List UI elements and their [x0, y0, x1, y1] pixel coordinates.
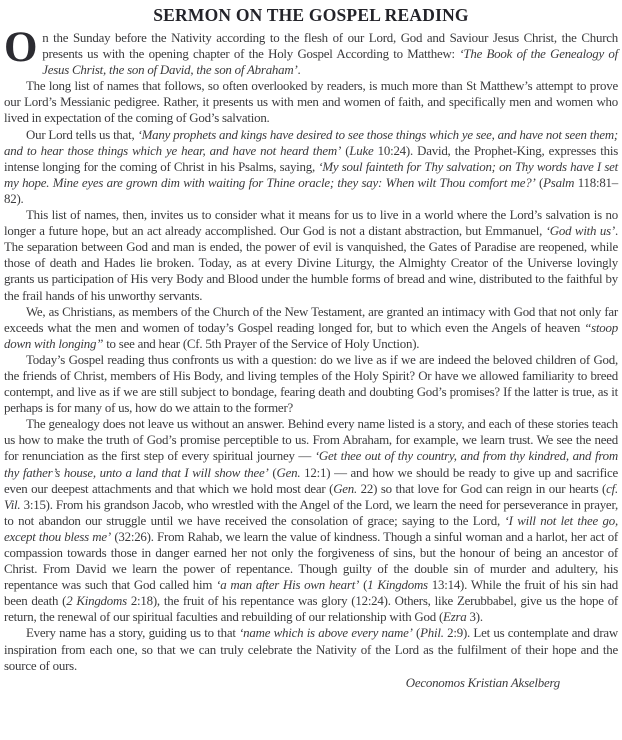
text-run: ‘My soul fainteth for Thy salvation; on Thy words have I set my hope. Mine eyes are grown dim with waiting for Thine oracle; they say: When wilt Thou comfort me?’	[4, 159, 618, 190]
paragraphs	[4, 24, 619, 674]
paragraph	[4, 352, 618, 416]
text-run: 2:18), the fruit of his repentance was glory (12:24). Others, like Zerubbabel, give us the hope of return, the renewal of our spiritual faculties and rebuilding of our relationship with God (	[4, 594, 618, 625]
text-run: Gen.	[333, 481, 358, 496]
text-run: (	[268, 465, 277, 480]
text-run: “stoop down with longing”	[4, 320, 618, 351]
text-run: (	[535, 175, 544, 190]
text-run: Today’s Gospel reading thus confronts us with a question: do we live as if we are indeed the beloved children of God, the friends of Christ, members of His Body, and living temples of the Holy Spirit? Or have we allowed familiarity to breed contempt, and live as if we are still subject to bondage, fearing death and doubting God’s promises? If the latter is true, as it perhaps is for many of us, how do we attain to the former?	[4, 352, 618, 416]
text-run: 1 Kingdoms	[367, 578, 428, 593]
text-run: n the Sunday before the Nativity according to the flesh of our Lord, God and Saviour Jesus Christ, the Church presents us with the opening chapter of the Holy Gospel According to Matthew:	[42, 31, 618, 62]
text-run: (	[341, 143, 350, 158]
paragraph	[4, 625, 618, 673]
text-run: Every name has a story, guiding us to that	[26, 626, 240, 641]
text-run: 12:1) — and how we should be ready to give up and sacrifice even our deepest attachments and that which we hold most dear (	[4, 465, 619, 496]
text-run: to see and hear (Cf. 5th Prayer of the Service of Holy Unction).	[103, 336, 420, 351]
text-run: cf. Vil.	[4, 481, 618, 512]
text-run: (32:26). From Rahab, we learn the value of kindness. Though a sinful woman and a harlot, her act of compassion towards those in danger earned her not only the forgiveness of sins, but the honour of being an ancestor of Christ. From David we learn the power of repentance. Though guilty of the double sin of murder and adultery, his repentance was such that God called him	[4, 529, 619, 593]
text-run: ‘name which is above every name’	[239, 626, 413, 641]
paragraph	[4, 304, 618, 352]
text-run: ‘I will not let thee go, except thou bless me’	[4, 513, 619, 544]
drop-cap: O	[4, 24, 38, 71]
text-run: Gen.	[276, 465, 301, 480]
text-run: ‘The Book of the Genealogy of Jesus Christ, the son of David, the son of Abraham’	[42, 47, 618, 78]
text-run: Our Lord tells us that,	[26, 127, 138, 142]
text-run: Ezra	[443, 610, 467, 625]
paragraph	[4, 416, 618, 625]
text-run: (	[412, 626, 421, 641]
text-run: 13:14). While the fruit of his sin had been death (	[4, 578, 619, 609]
text-run: 118:81–82).	[4, 175, 618, 206]
text-run: ‘Get thee out of thy country, and from thy kindred, and from thy father’s house, unto a land that I will show thee’	[4, 449, 618, 480]
text-run: This list of names, then, invites us to consider what it means for us to live in a world where the Lord’s salvation is no longer a future hope, but an act already accomplished. Our God is not a distant abstraction, but Emmanuel,	[4, 208, 618, 239]
text-run: Psalm	[543, 175, 575, 190]
text-run: (	[359, 578, 368, 593]
paragraph	[4, 127, 618, 207]
text-run: 2:9). Let us contemplate and draw inspiration from each one, so that we can truly celebrate the Nativity of the Lord as the fulfilment of their hope and the source of ours.	[4, 626, 618, 673]
text-run: Luke	[349, 143, 374, 158]
paragraph	[4, 24, 618, 78]
text-run: ‘a man after His own heart’	[216, 578, 360, 593]
text-run: 3).	[466, 610, 483, 625]
text-run: Phil.	[420, 626, 444, 641]
text-run: 10:24). David, the Prophet-King, expresses this intense longing for the coming of Christ in his Psalms, saying,	[4, 143, 618, 174]
author-signature: Oeconomos Kristian Akselberg	[405, 675, 560, 690]
text-run: 22) so that love for God can reign in our hearts (	[357, 481, 607, 496]
text-run: .	[297, 63, 301, 78]
text-run: We, as Christians, as members of the Church of the New Testament, are granted an intimacy with God that not only far exceeds what the men and women of today’s Gospel reading longed for, but to which even the Angels of heaven	[4, 304, 618, 335]
text-run: 2 Kingdoms	[66, 594, 127, 609]
text-run: 3:15). From his grandson Jacob, who wrestled with the Angel of the Lord, we learn the need for perseverance in prayer, to not abandon our struggle until we have received the consolation of grace; saying to the Lord,	[4, 497, 618, 528]
page-title: SERMON ON THE GOSPEL READING	[153, 5, 469, 25]
text-run: The genealogy does not leave us without an answer. Behind every name listed is a story, and each of these stories teach us how to make the truth of God’s promise perceptible to us. From Abraham, for example, we learn trust. We see the need for renunciation as the first step of every spiritual journey —	[4, 417, 618, 464]
text-run: The long list of names that follows, so often overlooked by readers, is much more than St Matthew’s attempt to prove our Lord’s Messianic pedigree. Rather, it presents us with men and women of faith, and specifically men and women who lived in expectation of the coming of God’s salvation.	[4, 79, 618, 126]
text-run: . The separation between God and man is ended, the power of evil is vanquished, the Gates of Paradise are reopened, while those of death and Hades lie broken. Today, as at every Divine Liturgy, the Almighty Creator of the Universe lovingly grants us participation of His very Body and Blood under the humble forms of bread and wine, distributed to the faithful by the frail hands of his unworthy servants.	[4, 224, 618, 303]
text-run: ‘Many prophets and kings have desired to see those things which ye see, and have not seen them; and to hear those things which ye hear, and have not heard them’	[4, 127, 619, 158]
paragraph	[4, 78, 618, 126]
paragraph	[4, 207, 618, 304]
text-run: ‘God with us’	[545, 224, 615, 239]
